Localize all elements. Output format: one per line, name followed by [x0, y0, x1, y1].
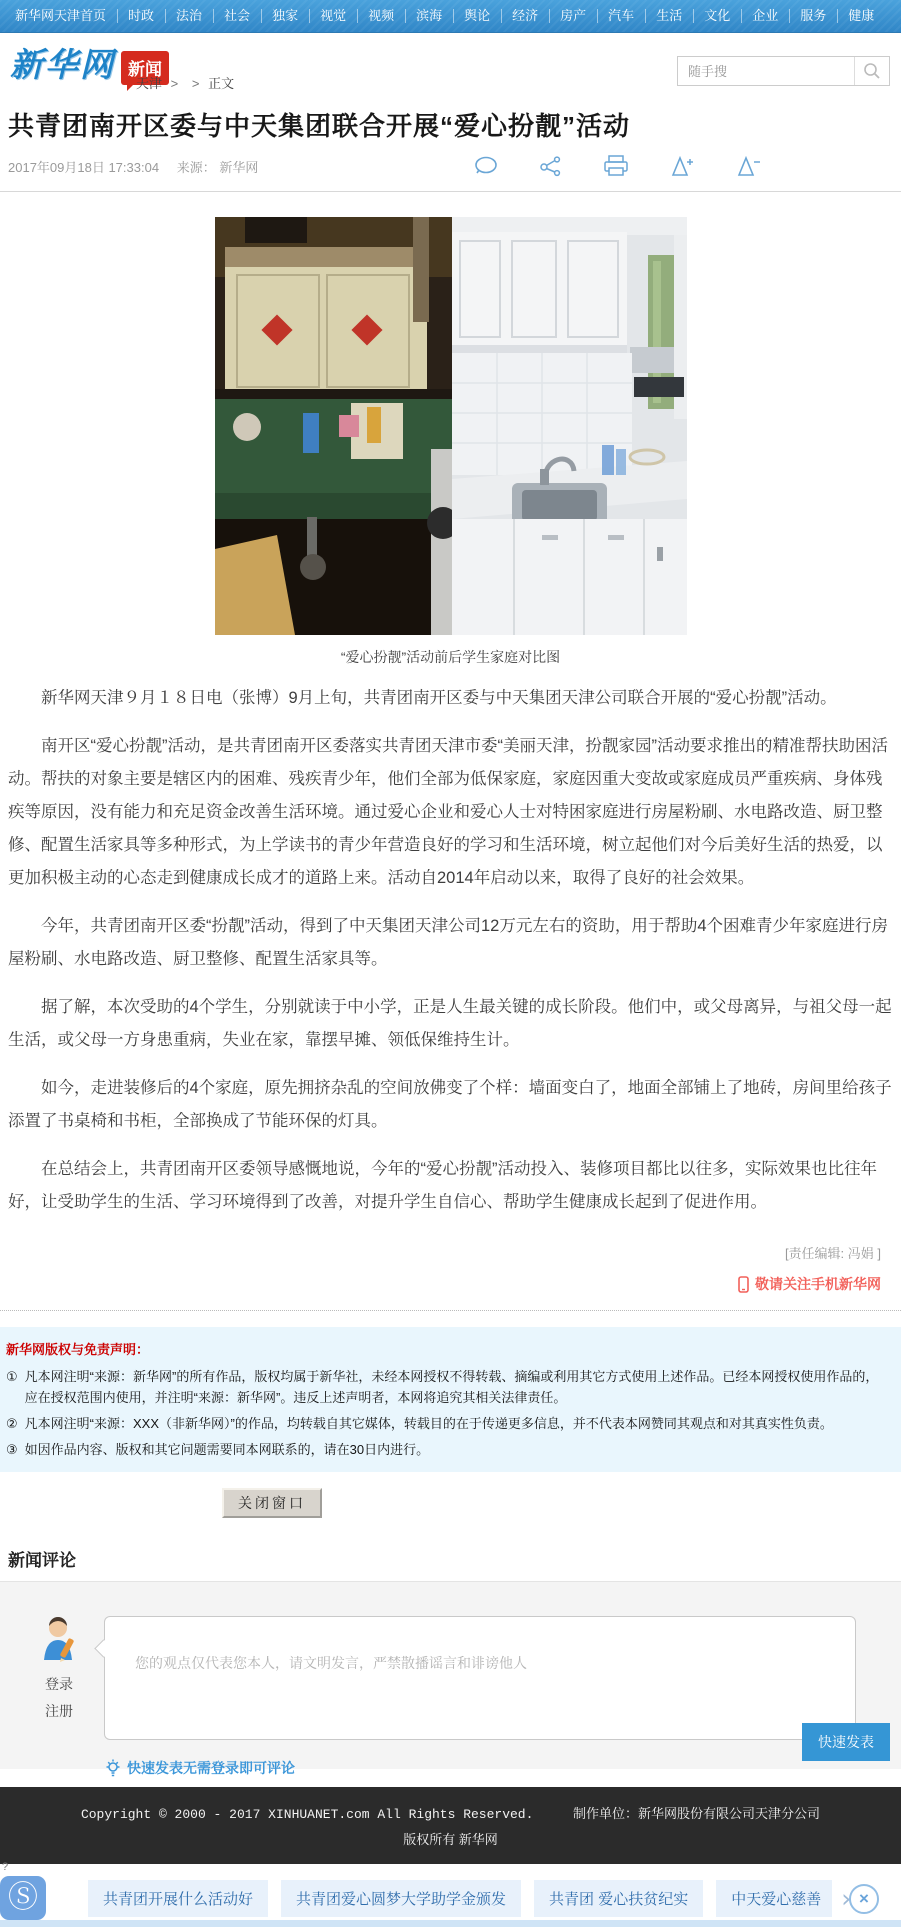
topnav-link[interactable]: 健康 [837, 0, 885, 32]
breadcrumb-current: 正文 [208, 76, 235, 91]
stray-character: ? [2, 1861, 9, 1873]
related-search-chip[interactable]: 共青团开展什么活动好 [88, 1880, 268, 1917]
topnav-link[interactable]: 时政 [117, 0, 165, 32]
close-window-button[interactable]: 关闭窗口 [222, 1488, 322, 1518]
breadcrumb [136, 73, 234, 92]
footer-gap [0, 1861, 901, 1876]
topnav-link[interactable]: 文化 [693, 0, 741, 32]
article-paragraph: 南开区“爱心扮靓”活动，是共青团南开区委落实共青团天津市委“美丽天津，扮靓家园”活动要求推出的精准帮扶助困活动。帮扶的对象主要是辖区内的困难、残疾青少年，他们全部为低保家庭，家庭因重大变故或家庭成员严重疾病、身体残疾等原因，没有能力和充足资金改善生活环境。通过爱心企业和爱心人士对特困家庭进行房屋粉刷、水电路改造、厨卫整修、配置生活家具等多种形式，为上学读书的青少年营造良好的学习和生活环境，树立起他们对今后美好生活的热爱，以更加积极主动的心态走到健康成长成才的道路上来。活动自2014年启动以来，取得了良好的社会效果。 [8, 737, 888, 887]
disclaimer-item: ② 凡本网注明“来源：XXX（非新华网）”的作品，均转载自其它媒体，转载目的在于传递更多信息，并不代表本网赞同其观点和对其真实性负责。 [6, 1416, 833, 1431]
topnav-link[interactable]: 服务 [789, 0, 837, 32]
mobile-notice-link[interactable]: 敬请关注手机新华网 [755, 1276, 881, 1292]
bulb-icon [105, 1759, 121, 1777]
related-search-chip[interactable]: 共青团 爱心扶贫纪实 [534, 1880, 703, 1917]
bottom-accent-strip [0, 1920, 901, 1927]
breadcrumb-separator: > [170, 76, 179, 91]
print-icon[interactable] [603, 155, 629, 177]
search-input[interactable] [678, 57, 854, 85]
news-channel-badge: 新闻 [121, 51, 169, 85]
photo-caption: “爱心扮靓”活动前后学生家庭对比图 [340, 649, 561, 665]
topnav-link[interactable]: 独家 [261, 0, 309, 32]
disclaimer-item: ① 凡本网注明“来源：新华网”的所有作品，版权均属于新华社，未经本网授权不得转载、摘编或利用其它方式使用上述作品。已经本网授权使用作品的，应在授权范围内使用，并注明“来源：新华网”。违反上述声明者，本网将追究其相关法律责任。 [6, 1369, 879, 1405]
copyright-disclaimer [0, 1327, 901, 1472]
font-decrease-button[interactable] [735, 155, 761, 177]
quick-post-tip: 快速发表无需登录即可评论 [105, 1758, 856, 1778]
disclaimer-item: ③ 如因作品内容、版权和其它问题需要同本网联系的，请在30日内进行。 [6, 1442, 430, 1457]
quick-post-button[interactable]: 快速发表 [802, 1723, 890, 1761]
producer-text: 制作单位：新华网股份有限公司天津分公司 [573, 1806, 821, 1821]
related-search-chip[interactable]: 共青团爱心圆梦大学助学金颁发 [281, 1880, 521, 1917]
close-bar-icon[interactable]: × [849, 1884, 879, 1914]
related-search-bar [0, 1876, 901, 1920]
article-paragraph: 据了解，本次受助的4个学生，分别就读于中小学，正是人生最关键的成长阶段。他们中，或父母离异，与祖父母一起生活，或父母一方身患重病，失业在家，靠摆早摊、领低保维持生计。 [8, 998, 892, 1049]
topnav-link[interactable]: 房产 [549, 0, 597, 32]
before-after-photo [215, 217, 687, 635]
mobile-notice-row[interactable] [20, 1274, 881, 1294]
register-link[interactable]: 注册 [45, 1703, 73, 1719]
topnav-link[interactable]: 舆论 [453, 0, 501, 32]
copyright-text: Copyright © 2000 - 2017 XINHUANET.com All Rights Reserved. [80, 1807, 534, 1822]
dotted-divider [0, 1310, 901, 1311]
article-paragraph: 新华网天津９月１８日电（张博）9月上旬，共青团南开区委与中天集团天津公司联合开展的“爱心扮靓”活动。 [41, 689, 837, 707]
site-header [0, 33, 901, 99]
phone-icon [738, 1276, 749, 1293]
topnav-link[interactable]: 法治 [165, 0, 213, 32]
disclaimer-title: 新华网版权与免责声明： [6, 1342, 150, 1357]
search-icon[interactable] [854, 57, 889, 85]
login-link[interactable]: 登录 [45, 1676, 73, 1692]
page-footer [0, 1787, 901, 1864]
rights-text: 版权所有 新华网 [403, 1832, 498, 1847]
article-paragraphs [0, 682, 901, 1219]
topnav-link[interactable]: 社会 [213, 0, 261, 32]
share-icon[interactable] [539, 155, 563, 177]
font-increase-button[interactable] [669, 155, 695, 177]
source-label: 来源： [176, 159, 216, 175]
article-body [0, 217, 901, 1294]
related-search-chip[interactable]: 中天爱心慈善 [716, 1880, 832, 1917]
topnav-link[interactable]: 滨海 [405, 0, 453, 32]
comments-section-title: 新闻评论 [0, 1518, 901, 1582]
article-meta [8, 157, 258, 176]
comment-input[interactable] [104, 1616, 856, 1740]
page-title: 共青团南开区委与中天集团联合开展“爱心扮靓”活动 [8, 111, 631, 141]
article-paragraph: 如今，走进装修后的4个家庭，原先拥挤杂乱的空间放佛变了个样：墙面变白了，地面全部铺上了地砖，房间里给孩子添置了书桌椅和书柜，全部换成了节能环保的灯具。 [8, 1079, 892, 1130]
commenter-avatar [38, 1616, 80, 1662]
topnav-link[interactable]: 企业 [741, 0, 789, 32]
search-box [677, 56, 890, 86]
sogou-icon[interactable]: Ⓢ [0, 1876, 46, 1920]
topnav-link[interactable]: 视觉 [309, 0, 357, 32]
topnav-link[interactable]: 新华网天津首页 [15, 8, 107, 23]
breadcrumb-region[interactable]: 天津 [136, 76, 163, 91]
article-paragraph: 今年，共青团南开区委“扮靓”活动，得到了中天集团天津公司12万元左右的资助，用于帮助4个困难青少年家庭进行房屋粉刷、水电路改造、厨卫整修、配置生活家具等。 [8, 917, 889, 968]
topnav-link[interactable]: 生活 [645, 0, 693, 32]
source-value: 新华网 [219, 159, 259, 175]
comment-section [0, 1582, 901, 1776]
article-paragraph: 在总结会上，共青团南开区委领导感慨地说，今年的“爱心扮靓”活动投入、装修项目都比以往多，实际效果也比往年好，让受助学生的生活、学习环境得到了改善，对提升学生自信心、帮助学生健康成长起到了促进作用。 [8, 1160, 877, 1211]
editor-credit: [责任编辑: 冯娟 ] [784, 1246, 881, 1261]
topnav-link[interactable]: 视频 [357, 0, 405, 32]
comment-icon[interactable] [473, 155, 499, 177]
publish-date: 2017年09月18日 17:33:04 [8, 159, 160, 175]
topnav-link[interactable]: 经济 [501, 0, 549, 32]
chevron-right-icon[interactable]: › [841, 1883, 852, 1913]
article-meta-row [0, 143, 901, 192]
xinhuanet-logo[interactable]: 新华网 [10, 46, 115, 83]
top-navigation [0, 0, 901, 33]
breadcrumb-separator: > [191, 76, 200, 91]
topnav-link[interactable]: 汽车 [597, 0, 645, 32]
